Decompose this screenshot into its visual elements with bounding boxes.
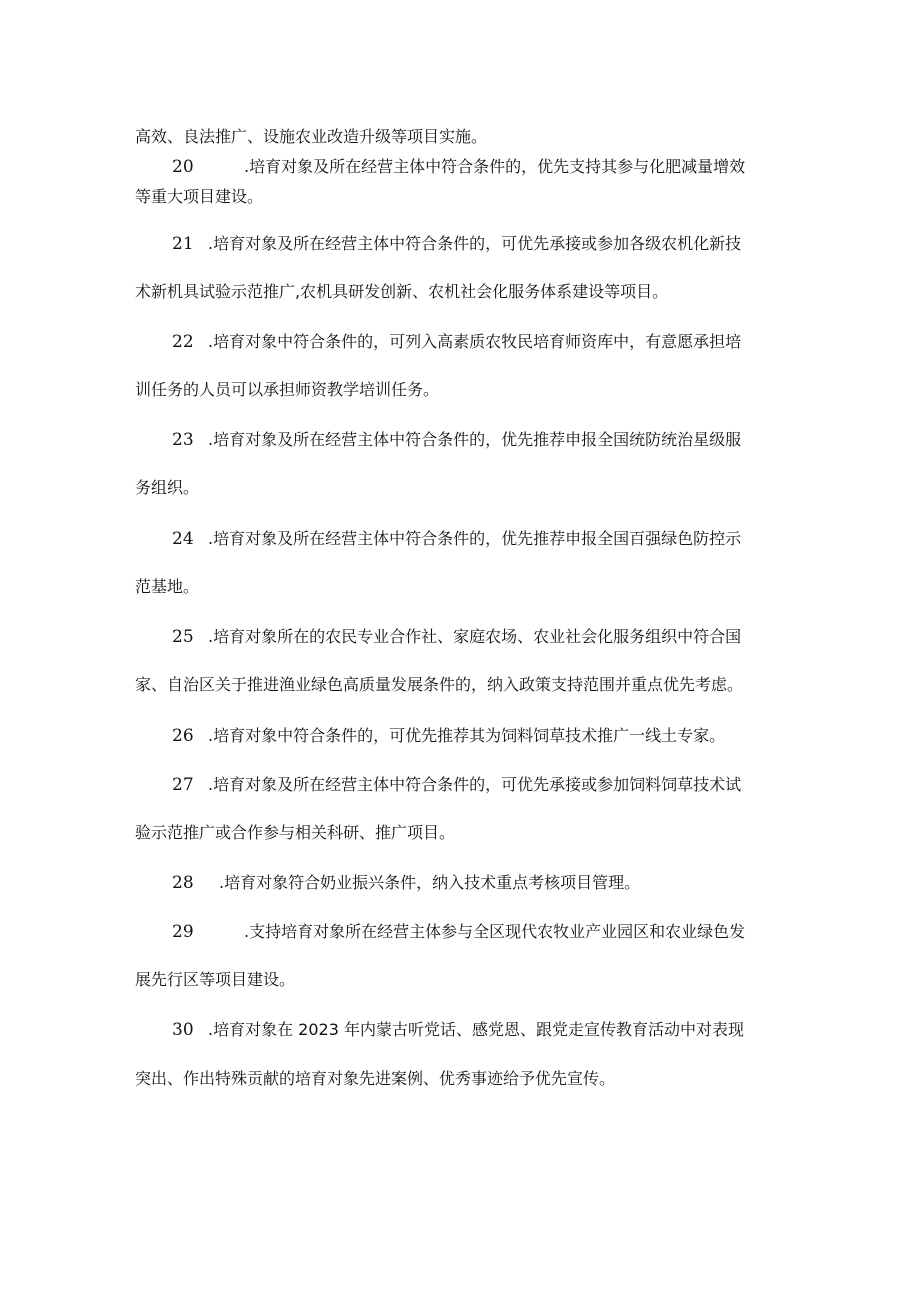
item-number: 27 [172,775,194,795]
item-number: 23 [172,430,194,450]
item-text-continued: 验示范推广或合作参与相关科研、推广项目。 [135,823,456,842]
item-text: .支持培育对象所在经营主体参与全区现代农牧业产业园区和农业绿色发 [244,922,746,941]
item-text: .培育对象在 2023 年内蒙古听党话、感党恩、跟党走宣传教育活动中对表现 [208,1020,744,1039]
item-text-continued: 突出、作出特殊贡献的培育对象先进案例、优秀事迹给予优先宣传。 [135,1069,616,1088]
intro-line: 高效、良法推广、设施农业改造升级等项目实施。 [135,127,488,146]
item-text-continued: 务组织。 [135,478,200,497]
item-text: .培育对象及所在经营主体中符合条件的，优先推荐申报全国百强绿色防控示 [208,529,742,548]
item-number: 25 [172,627,194,647]
item-text-continued: 训任务的人员可以承担师资教学培训任务。 [135,380,440,399]
item-text-continued: 等重大项目建设。 [135,187,264,206]
item-text-continued: 术新机具试验示范推广,农机具研发创新、农机社会化服务体系建设等项目。 [135,282,669,301]
item-text: .培育对象中符合条件的，可列入高素质农牧民培育师资库中，有意愿承担培 [208,332,742,351]
item-text-continued: 范基地。 [135,577,200,596]
item-number: 21 [172,234,194,254]
item-number: 20 [172,157,194,177]
item-number: 26 [172,726,194,746]
item-text: .培育对象所在的农民专业合作社、家庭农场、农业社会化服务组织中符合国 [208,627,742,646]
item-number: 24 [172,529,194,549]
item-number: 29 [172,922,194,942]
item-text: .培育对象及所在经营主体中符合条件的，可优先承接或参加饲料饲草技术试 [208,775,742,794]
item-number: 22 [172,332,194,352]
item-number: 28 [172,873,194,893]
item-text-continued: 展先行区等项目建设。 [135,970,296,989]
item-text: .培育对象及所在经营主体中符合条件的，优先支持其参与化肥减量增效 [244,157,746,176]
item-text-continued: 家、自治区关于推进渔业绿色高质量发展条件的，纳入政策支持范围并重点优先考虑。 [135,675,744,694]
item-text: .培育对象中符合条件的，可优先推荐其为饲料饲草技术推广一线土专家。 [208,726,726,745]
item-text: .培育对象及所在经营主体中符合条件的，优先推荐申报全国统防统治星级服 [208,430,742,449]
item-number: 30 [172,1020,194,1040]
item-text: .培育对象及所在经营主体中符合条件的，可优先承接或参加各级农机化新技 [208,234,742,253]
item-text: .培育对象符合奶业振兴条件，纳入技术重点考核项目管理。 [219,873,641,892]
